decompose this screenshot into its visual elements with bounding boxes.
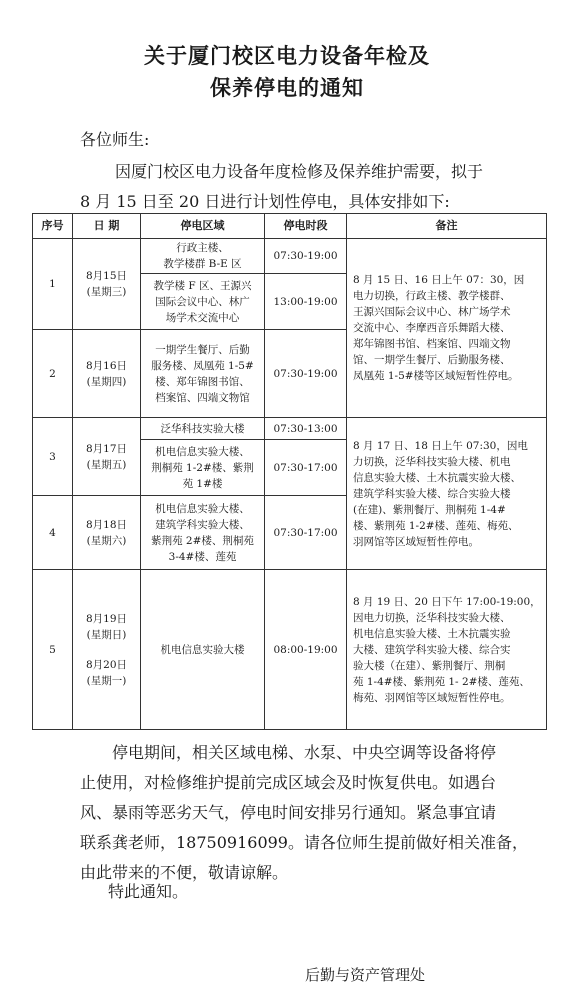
- date-text: 8月19日: [85, 612, 128, 625]
- outage-time: 07:30-17:00: [265, 440, 347, 496]
- body-line: 由此带来的不便，敬请谅解。: [80, 863, 289, 882]
- body-line: 风、暴雨等恶劣天气，停电时间安排另行通知。紧急事宜请: [80, 803, 497, 822]
- weekday-text: (星期日): [86, 628, 127, 641]
- date-spacer: [76, 643, 137, 657]
- outage-time: 07:30-17:00: [265, 496, 347, 570]
- row-date: [73, 570, 141, 730]
- remark-cell: 8 月 19 日、20 日下午 17:00-19:00， 因电力切换，泛华科技实验大楼、 机电信息实验大楼、土木抗震实验 大楼、建筑学科实验大楼、综合实 验大楼（在建）、紫荆餐厅、荆桐 苑 1-4#楼、紫荆苑 1- 2#楼、莲苑、 梅苑、羽网馆等区域短暂性停电。: [347, 570, 547, 730]
- outage-area: 机电信息实验大楼、 荆桐苑 1-2#楼、紫荆 苑 1#楼: [141, 440, 265, 496]
- outage-time: 08:00-19:00: [265, 570, 347, 730]
- row-date: [73, 330, 141, 418]
- outage-area: 泛华科技实验大楼: [141, 418, 265, 440]
- body-line: 联系龚老师，18750916099。请各位师生提前做好相关准备，: [80, 833, 528, 852]
- date-text: 8月16日: [85, 359, 128, 372]
- weekday-text: (星期一): [86, 674, 127, 687]
- date-text: 8月20日: [85, 658, 128, 671]
- header-date: 日 期: [73, 214, 141, 239]
- row-number: 5: [33, 570, 73, 730]
- row-date: [73, 496, 141, 570]
- outage-area: 教学楼 F 区、王源兴 国际会议中心、林广 场学术交流中心: [141, 274, 265, 330]
- weekday-text: (星期四): [86, 375, 127, 388]
- outage-time: 13:00-19:00: [265, 274, 347, 330]
- notice-title-line-2: 保养停电的通知: [210, 75, 364, 100]
- header-time: 停电时段: [265, 214, 347, 239]
- weekday-text: (星期三): [86, 286, 127, 298]
- signer: 后勤与资产管理处: [305, 966, 426, 984]
- row-date: [73, 418, 141, 496]
- outage-schedule-table: [32, 213, 547, 730]
- intro-line-1: 因厦门校区电力设备年度检修及保养维护需要，拟于: [115, 162, 484, 181]
- body-line: 止使用，对检修维护提前完成区域会及时恢复供电。如遇台: [80, 773, 497, 792]
- intro-line-2: 8 月 15 日至 20 日进行计划性停电，具体安排如下:: [80, 192, 450, 211]
- header-remark: 备注: [347, 214, 547, 239]
- row-date: [73, 239, 141, 330]
- table-header-row: [33, 214, 547, 239]
- outage-area: 机电信息实验大楼、 建筑学科实验大楼、 紫荆苑 2#楼、荆桐苑 3-4#楼、莲苑: [141, 496, 265, 570]
- date-text: 8月17日: [85, 442, 128, 455]
- row-number: 2: [33, 330, 73, 418]
- row-number: 3: [33, 418, 73, 496]
- date-text: 8月15日: [85, 270, 128, 282]
- outage-time: 07:30-19:00: [265, 239, 347, 274]
- row-number: 1: [33, 239, 73, 330]
- date-text: 8月18日: [85, 518, 128, 531]
- body-paragraph: [80, 738, 528, 888]
- outage-area: 机电信息实验大楼: [141, 570, 265, 730]
- weekday-text: (星期六): [86, 534, 127, 547]
- table-row: [33, 239, 547, 274]
- outage-area: 行政主楼、 教学楼群 B-E 区: [141, 239, 265, 274]
- outage-time: 07:30-19:00: [265, 330, 347, 418]
- salutation: 各位师生:: [80, 130, 150, 149]
- row-number: 4: [33, 496, 73, 570]
- body-line: 停电期间，相关区域电梯、水泵、中央空调等设备将停: [112, 743, 497, 762]
- notice-title-line-1: 关于厦门校区电力设备年检及: [144, 43, 430, 68]
- remark-cell: 8 月 17 日、18 日上午 07:30，因电 力切换，泛华科技实验大楼、机电 信息实验大楼、土木抗震实验大楼、 建筑学科实验大楼、综合实验大楼 (在建)、紫荆餐厅、荆桐苑 1-4# 楼、紫荆苑 1-2#楼、莲苑、梅苑、 羽网馆等区域短暂性停电。: [347, 418, 547, 570]
- weekday-text: (星期五): [86, 458, 127, 471]
- table-row: [33, 418, 547, 440]
- header-no: 序号: [33, 214, 73, 239]
- header-area: 停电区域: [141, 214, 265, 239]
- outage-area: 一期学生餐厅、后勤 服务楼、凤凰苑 1-5# 楼、郑年锦图书馆、 档案馆、四端文物馆: [141, 330, 265, 418]
- table-row: [33, 570, 547, 730]
- remark-cell: 8 月 15 日、16 日上午 07：30，因 电力切换，行政主楼、教学楼群、 王源兴国际会议中心、林广场学术 交流中心、李摩西音乐舞蹈大楼、 郑年锦图书馆、档案馆、四端文物 馆、一期学生餐厅、后勤服务楼、 凤凰苑 1-5#楼等区域短暂性停电。: [347, 239, 547, 418]
- outage-time: 07:30-13:00: [265, 418, 347, 440]
- closing-text: 特此通知。: [108, 882, 189, 901]
